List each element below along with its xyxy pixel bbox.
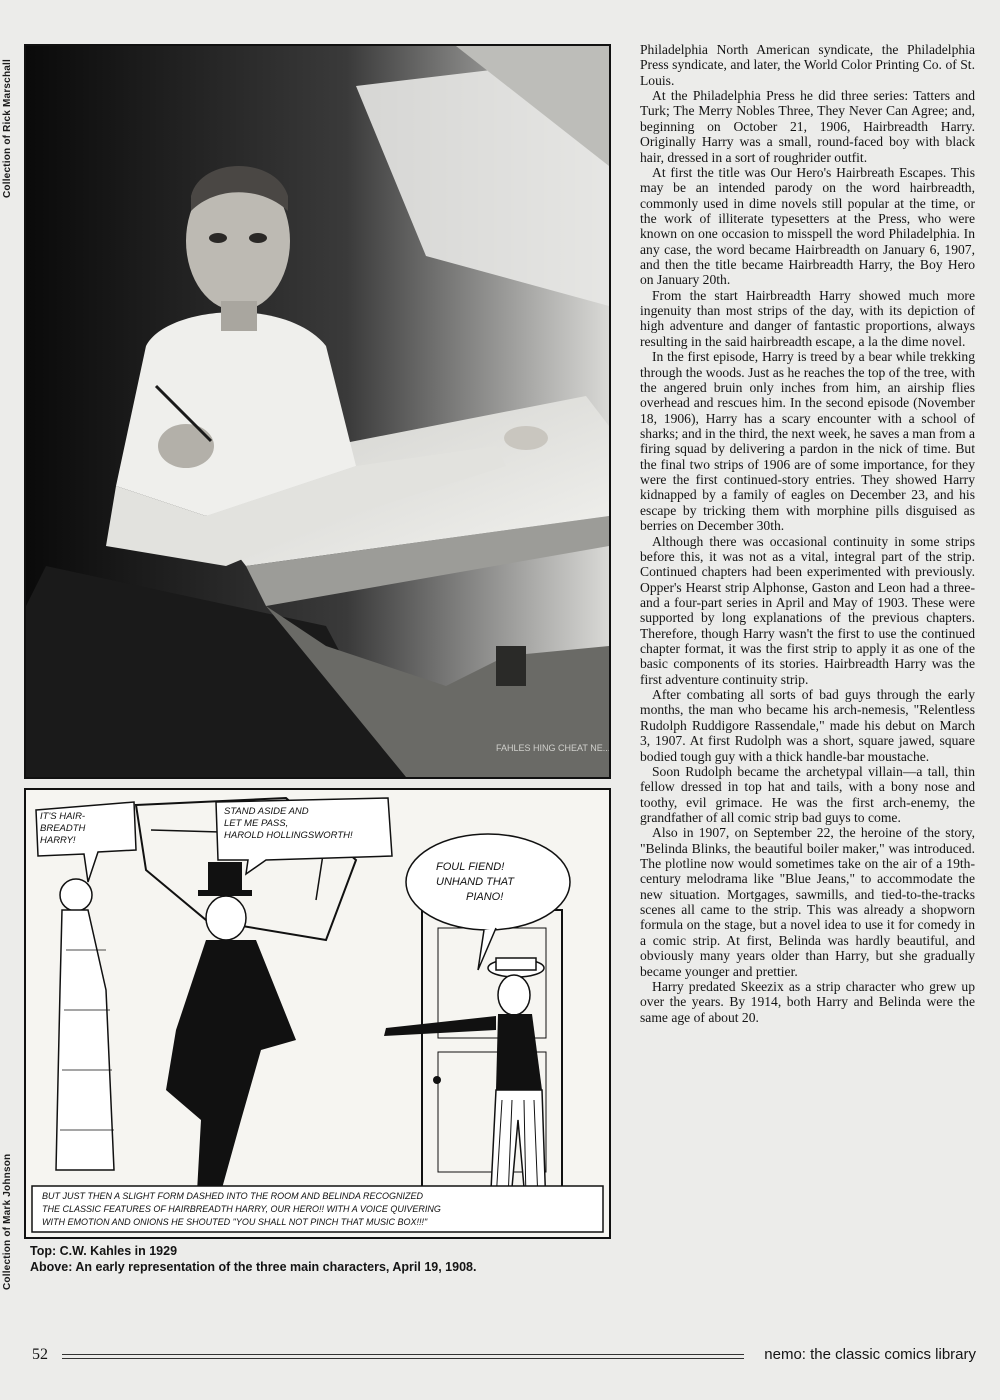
article-paragraph: Philadelphia North American syndicate, the Philadelphia Press syndicate, and later, the World Color Printing Co. of St. Louis. [640, 42, 975, 88]
photo-signature: FAHLES HING CHEAT NE... [496, 743, 609, 753]
cartoon-credit: Collection of Mark Johnson [2, 1153, 13, 1290]
page-footer [24, 1346, 976, 1372]
article-paragraph: At the Philadelphia Press he did three series: Tatters and Turk; The Merry Nobles Three, They Never Can Agree; and, beginning on October 21, 1906, Hairbreadth Harry. Originally Harry was a small, round-faced boy with black hair, dressed in a sort of roughrider outfit. [640, 88, 975, 165]
article-paragraph: After combating all sorts of bad guys through the early months, the man who became his arch-nemesis, "Relentless Rudolph Ruddigore Rassendale," made his debut on March 3, 1907. At first Rudolph was a short, square jawed, square bodied tough guy with a thick handle-bar moustache. [640, 687, 975, 764]
photo-illustration [26, 46, 609, 777]
balloon-woman: IT'S HAIR-BREADTH HARRY! [40, 811, 86, 846]
caption-above: Above: An early representation of the three main characters, April 19, 1908. [30, 1260, 477, 1275]
footer-rule [62, 1354, 744, 1359]
caption-top: Top: C.W. Kahles in 1929 [30, 1244, 178, 1258]
article-column [640, 42, 975, 1025]
article-paragraph: Also in 1907, on September 22, the heroine of the story, "Belinda Blinks, the beautiful boiler maker," was introduced. The plotline now would sometimes take on the air of a 19th-century melodrama like "Blue Jeans," to accommodate the new situation. Mortgages, sawmills, and tied-to-the-tracks scenes all came to the strip. This was already a shopworn formula on the stage, but a novel idea to use it for comedy in a comic strip. At first, Belinda was hardly beautiful, and obviously many years older than Harry, but she gradually became younger and prettier. [640, 825, 975, 979]
article-paragraph: From the start Hairbreadth Harry showed much more ingenuity than most strips of the day, with its depiction of high adventure and danger of fantastic proportions, always resulting in the said hairbreadth escape, a la the dime novel. [640, 287, 975, 349]
page-number: 52 [32, 1346, 48, 1363]
cartoon-panel [24, 788, 611, 1239]
publication-title: nemo: the classic comics library [764, 1346, 976, 1363]
article-paragraph: In the first episode, Harry is treed by a bear while trekking through the woods. Just as he reaches the top of the tree, with the angered bruin only inches from him, an airship flies overhead and rescues him. In the second episode (November 18, 1906), Harry has a scary encounter with a school of sharks; and in the third, the next week, he saves a man from a firing squad by delivering a pardon in the nick of time. But the final two strips of 1906 are of some importance, for they were the first continued-story entries. They showed Harry kidnapped by a family of eagles on December 23, and his escape by tricking them with morphine pills disguised as berries on December 30th. [640, 349, 975, 534]
balloon-villain: STAND ASIDE AND LET ME PASS, HAROLD HOLLINGSWORTH! [224, 806, 353, 841]
figure-caption [30, 1243, 590, 1276]
article-paragraph: Although there was occasional continuity in some strips before this, it was not as a vital, integral part of the strip. Continued chapters had been experimented with previously. Opper's Hearst strip Alphonse, Gaston and Leon had a three-and a four-part series in April and May of 1903. These were supported by long explanations of the previous chapters. Therefore, though Harry wasn't the first to use the continued chapter format, it was the first strip to apply it as one of the basic components of its stories. Hairbreadth Harry was the first adventure continuity strip. [640, 533, 975, 687]
balloon-hero: FOUL FIEND! UNHAND THAT PIANO! [436, 861, 515, 903]
photo-credit: Collection of Rick Marschall [2, 59, 13, 198]
kahles-photo [24, 44, 611, 779]
cartoon-caption-box: BUT JUST THEN A SLIGHT FORM DASHED INTO THE ROOM AND BELINDA RECOGNIZED THE CLASSIC FEATURES OF HAIRBREADTH HARRY, OUR HERO!! WITH A VOICE QUIVERING WITH EMOTION AND ONIONS HE SHOUTED "YOU SHALL NOT PINCH THAT MUSIC BOX!!!" [42, 1191, 441, 1227]
article-paragraph: Soon Rudolph became the archetypal villain—a tall, thin fellow dressed in top hat and tails, with a bony nose and toothy, evil grimace. He was the first arch-enemy, the grandfather of all comic strip bad guys to come. [640, 763, 975, 825]
cartoon-illustration [26, 790, 609, 1237]
article-paragraph: Harry predated Skeezix as a strip character who grew up over the years. By 1914, both Harry and Belinda were the same age of about 20. [640, 978, 975, 1025]
article-paragraph: At first the title was Our Hero's Hairbreath Escapes. This may be an intended parody on the word hairbreadth, commonly used in dime novels still popular at the time, or the work of illiterate typesetters at the Press, who were known on one occasion to misspell the word Philadelphia. In any case, the word became Hairbreadth on January 6, 1907, and then the title became Hairbreadth Harry, the Boy Hero on January 20th. [640, 164, 975, 288]
